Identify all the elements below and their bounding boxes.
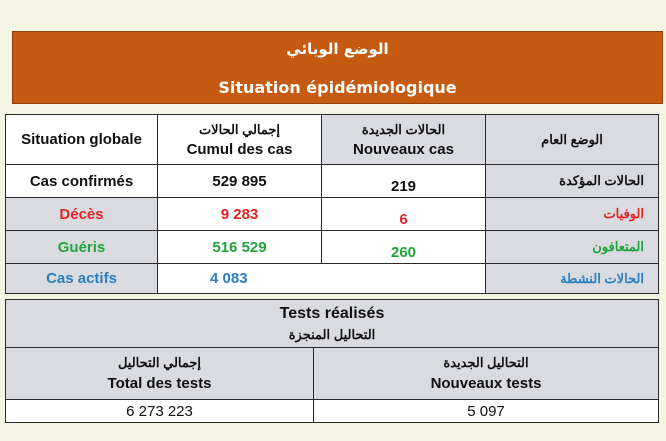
total-tests-ar: إجمالي التحاليل [117,355,202,370]
row-label-fr: Cas confirmés [6,165,158,198]
row-label-fr: Guéris [6,231,158,264]
total-tests-value: 6 273 223 [6,400,314,423]
table-row [6,198,659,231]
row-cumul: 529 895 [158,165,322,198]
active-label-fr: Cas actifs [6,264,158,294]
row-cumul: 9 283 [158,198,322,231]
row-label-ar: المتعافون [486,231,659,264]
total-tests-header [6,348,314,400]
new-tests-ar: التحاليل الجديدة [443,355,529,370]
new-tests-fr: Nouveaux tests [430,375,542,392]
row-cumul: 516 529 [158,231,322,264]
col-new-header [322,115,486,165]
total-tests-fr: Total des tests [107,375,212,392]
row-label-ar: الحالات المؤكدة [486,165,659,198]
header-title-fr: Situation épidémiologique [218,78,457,97]
row-new: 260 [322,231,486,264]
row-label-ar: الوفيات [486,198,659,231]
tests-table [5,299,659,423]
table-row [6,165,659,198]
row-new: 219 [322,165,486,198]
col-cumul-fr: Cumul des cas [186,140,293,158]
new-tests-value: 5 097 [314,400,659,423]
table-row [6,231,659,264]
col-global-ar: الوضع العام [486,115,659,165]
col-new-fr: Nouveaux cas [353,140,454,158]
active-value: 4 083 [158,264,486,294]
tests-title-ar: التحاليل المنجزة [288,326,376,342]
header-title-ar: الوضع الوبائي [286,40,389,58]
row-label-fr: Décès [6,198,158,231]
col-cumul-ar: إجمالي الحالات [198,121,281,137]
col-new-ar: الحالات الجديدة [361,121,446,137]
tests-title-fr: Tests réalisés [279,304,385,322]
table-row [6,264,659,294]
tests-title [6,300,659,348]
col-cumul-header [158,115,322,165]
active-label-ar: الحالات النشطة [486,264,659,294]
row-new: 6 [322,198,486,231]
new-tests-header [314,348,659,400]
situation-table [5,114,659,294]
col-global-fr: Situation globale [6,115,158,165]
header-banner [12,31,663,104]
